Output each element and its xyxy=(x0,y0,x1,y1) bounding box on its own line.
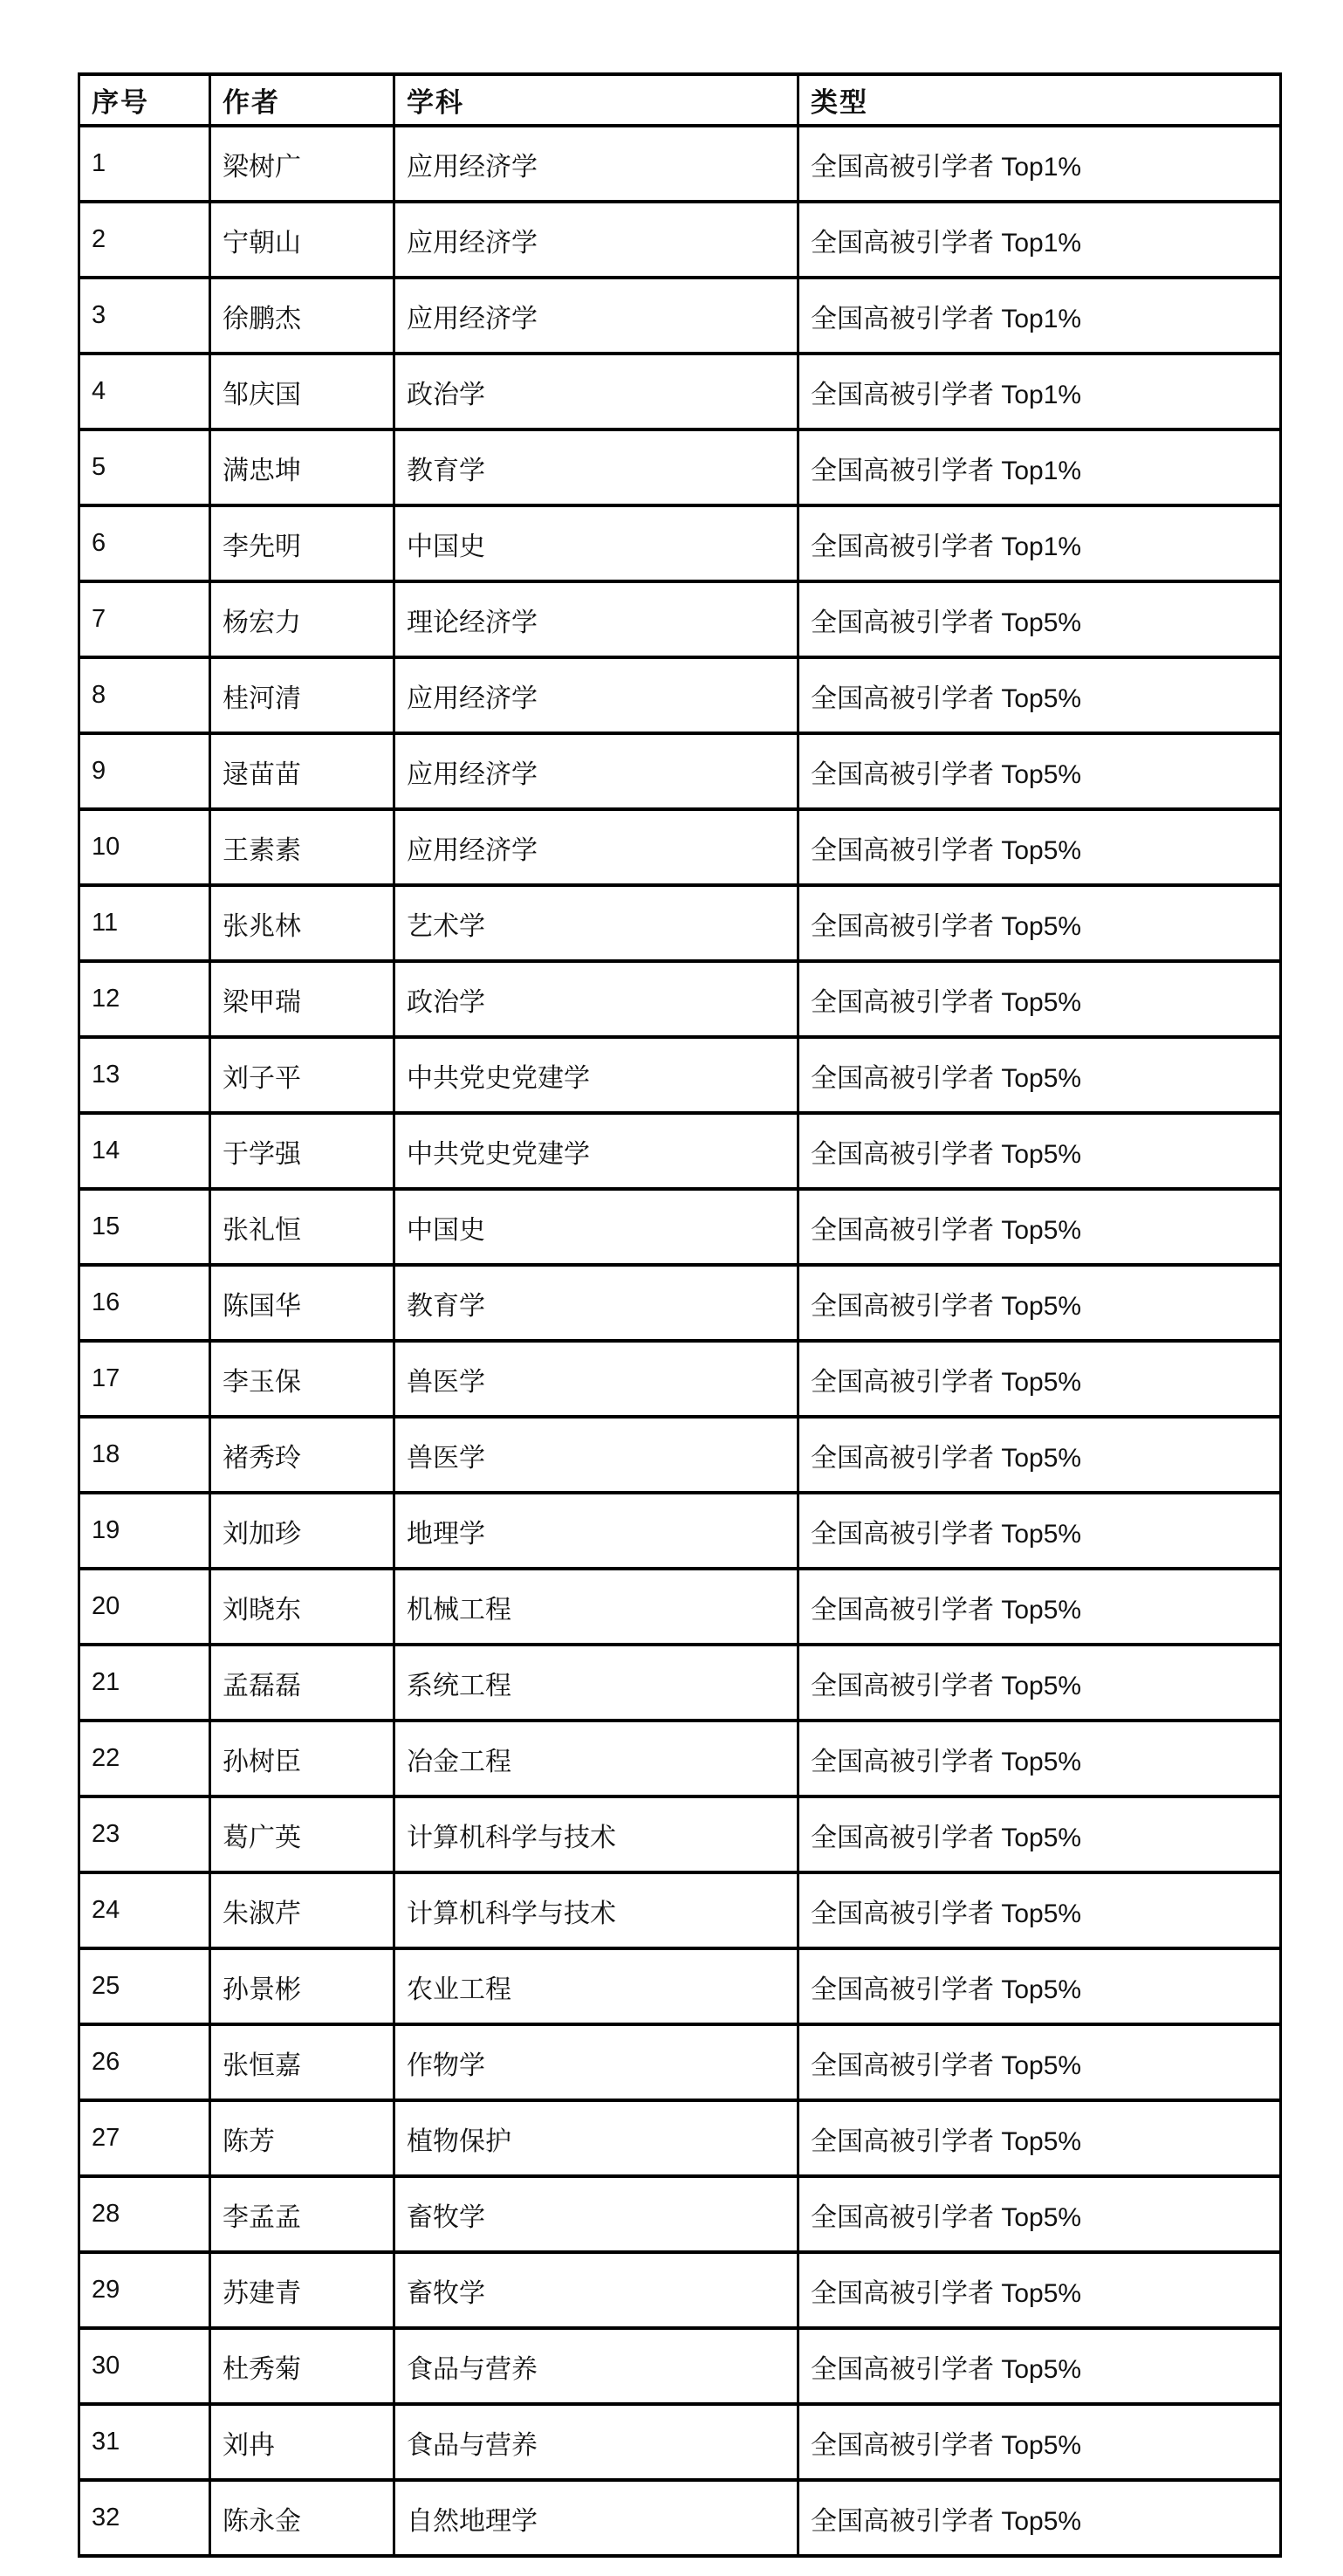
cell-type: 全国高被引学者 Top5% xyxy=(798,1189,1281,1265)
cell-author: 宁朝山 xyxy=(210,202,394,278)
table-row xyxy=(79,429,1281,505)
cell-discipline: 畜牧学 xyxy=(394,2252,798,2328)
cell-author: 褚秀玲 xyxy=(210,1417,394,1493)
cell-discipline: 机械工程 xyxy=(394,1569,798,1645)
cell-type: 全国高被引学者 Top5% xyxy=(798,2480,1281,2556)
cell-discipline: 应用经济学 xyxy=(394,733,798,809)
table-header xyxy=(79,74,1281,126)
table-row xyxy=(79,1872,1281,1948)
cell-index: 8 xyxy=(79,657,210,733)
cell-type: 全国高被引学者 Top5% xyxy=(798,1493,1281,1569)
cell-discipline: 农业工程 xyxy=(394,1948,798,2024)
cell-index: 1 xyxy=(79,126,210,202)
cell-author: 刘晓东 xyxy=(210,1569,394,1645)
cell-type: 全国高被引学者 Top5% xyxy=(798,2404,1281,2480)
table-row xyxy=(79,202,1281,278)
table-row xyxy=(79,278,1281,354)
cell-discipline: 冶金工程 xyxy=(394,1721,798,1796)
cell-author: 孟磊磊 xyxy=(210,1645,394,1721)
cell-index: 30 xyxy=(79,2328,210,2404)
cell-discipline: 中国史 xyxy=(394,1189,798,1265)
table-row xyxy=(79,1493,1281,1569)
table-row xyxy=(79,581,1281,657)
cell-author: 满忠坤 xyxy=(210,429,394,505)
cell-discipline: 地理学 xyxy=(394,1493,798,1569)
table-row xyxy=(79,961,1281,1037)
cell-type: 全国高被引学者 Top1% xyxy=(798,354,1281,429)
cell-author: 张礼恒 xyxy=(210,1189,394,1265)
cell-index: 25 xyxy=(79,1948,210,2024)
col-header-type: 类型 xyxy=(798,74,1281,126)
cell-index: 31 xyxy=(79,2404,210,2480)
cell-author: 于学强 xyxy=(210,1113,394,1189)
cell-type: 全国高被引学者 Top5% xyxy=(798,1417,1281,1493)
cell-index: 17 xyxy=(79,1341,210,1417)
cell-type: 全国高被引学者 Top5% xyxy=(798,1569,1281,1645)
cell-type: 全国高被引学者 Top1% xyxy=(798,278,1281,354)
cell-type: 全国高被引学者 Top5% xyxy=(798,1113,1281,1189)
cell-type: 全国高被引学者 Top1% xyxy=(798,126,1281,202)
cell-type: 全国高被引学者 Top5% xyxy=(798,1341,1281,1417)
cell-index: 24 xyxy=(79,1872,210,1948)
cell-author: 张兆林 xyxy=(210,885,394,961)
cell-author: 苏建青 xyxy=(210,2252,394,2328)
cell-discipline: 计算机科学与技术 xyxy=(394,1796,798,1872)
cell-discipline: 中国史 xyxy=(394,505,798,581)
table-row xyxy=(79,2024,1281,2100)
cell-index: 15 xyxy=(79,1189,210,1265)
cell-index: 22 xyxy=(79,1721,210,1796)
cell-index: 6 xyxy=(79,505,210,581)
cell-discipline: 政治学 xyxy=(394,961,798,1037)
cell-index: 3 xyxy=(79,278,210,354)
cell-index: 2 xyxy=(79,202,210,278)
cell-index: 13 xyxy=(79,1037,210,1113)
col-header-discipline: 学科 xyxy=(394,74,798,126)
cell-type: 全国高被引学者 Top5% xyxy=(798,2176,1281,2252)
cell-author: 王素素 xyxy=(210,809,394,885)
table-row xyxy=(79,1037,1281,1113)
cell-type: 全国高被引学者 Top5% xyxy=(798,733,1281,809)
col-header-author: 作者 xyxy=(210,74,394,126)
cell-discipline: 应用经济学 xyxy=(394,126,798,202)
cell-discipline: 应用经济学 xyxy=(394,809,798,885)
cell-index: 16 xyxy=(79,1265,210,1341)
col-header-index: 序号 xyxy=(79,74,210,126)
cell-discipline: 食品与营养 xyxy=(394,2328,798,2404)
cell-index: 28 xyxy=(79,2176,210,2252)
cell-type: 全国高被引学者 Top5% xyxy=(798,1872,1281,1948)
cell-author: 杜秀菊 xyxy=(210,2328,394,2404)
cell-discipline: 作物学 xyxy=(394,2024,798,2100)
table-row xyxy=(79,505,1281,581)
cell-type: 全国高被引学者 Top5% xyxy=(798,1645,1281,1721)
table-row xyxy=(79,1645,1281,1721)
cell-index: 19 xyxy=(79,1493,210,1569)
cell-type: 全国高被引学者 Top5% xyxy=(798,1037,1281,1113)
table-row xyxy=(79,885,1281,961)
cell-index: 4 xyxy=(79,354,210,429)
cell-type: 全国高被引学者 Top5% xyxy=(798,2252,1281,2328)
table-row xyxy=(79,1341,1281,1417)
table-row xyxy=(79,1417,1281,1493)
table-row xyxy=(79,2328,1281,2404)
table-row xyxy=(79,126,1281,202)
cell-discipline: 畜牧学 xyxy=(394,2176,798,2252)
cell-index: 5 xyxy=(79,429,210,505)
cell-index: 18 xyxy=(79,1417,210,1493)
cell-author: 梁甲瑞 xyxy=(210,961,394,1037)
table-body xyxy=(79,126,1281,2556)
table-row xyxy=(79,733,1281,809)
cell-author: 李先明 xyxy=(210,505,394,581)
cell-discipline: 系统工程 xyxy=(394,1645,798,1721)
cell-author: 孙景彬 xyxy=(210,1948,394,2024)
cell-index: 27 xyxy=(79,2100,210,2176)
table-row xyxy=(79,1189,1281,1265)
cell-type: 全国高被引学者 Top5% xyxy=(798,1796,1281,1872)
table-row xyxy=(79,354,1281,429)
cell-index: 12 xyxy=(79,961,210,1037)
cell-author: 刘冉 xyxy=(210,2404,394,2480)
cell-index: 11 xyxy=(79,885,210,961)
cell-author: 桂河清 xyxy=(210,657,394,733)
cell-type: 全国高被引学者 Top5% xyxy=(798,809,1281,885)
cell-author: 邹庆国 xyxy=(210,354,394,429)
cell-discipline: 应用经济学 xyxy=(394,278,798,354)
table-row xyxy=(79,1948,1281,2024)
cell-discipline: 艺术学 xyxy=(394,885,798,961)
table-row xyxy=(79,1721,1281,1796)
cell-author: 刘加珍 xyxy=(210,1493,394,1569)
table-row xyxy=(79,1796,1281,1872)
cell-index: 21 xyxy=(79,1645,210,1721)
cell-discipline: 中共党史党建学 xyxy=(394,1113,798,1189)
cell-discipline: 兽医学 xyxy=(394,1417,798,1493)
table-row xyxy=(79,2404,1281,2480)
cell-discipline: 教育学 xyxy=(394,1265,798,1341)
table-row xyxy=(79,809,1281,885)
scholars-table-container xyxy=(78,72,1282,2558)
cell-author: 杨宏力 xyxy=(210,581,394,657)
cell-author: 陈芳 xyxy=(210,2100,394,2176)
cell-author: 梁树广 xyxy=(210,126,394,202)
cell-type: 全国高被引学者 Top5% xyxy=(798,1721,1281,1796)
cell-author: 刘子平 xyxy=(210,1037,394,1113)
cell-author: 陈国华 xyxy=(210,1265,394,1341)
table-row xyxy=(79,1569,1281,1645)
cell-discipline: 中共党史党建学 xyxy=(394,1037,798,1113)
cell-index: 32 xyxy=(79,2480,210,2556)
table-row xyxy=(79,2100,1281,2176)
cell-index: 26 xyxy=(79,2024,210,2100)
cell-type: 全国高被引学者 Top5% xyxy=(798,657,1281,733)
cell-author: 孙树臣 xyxy=(210,1721,394,1796)
cell-author: 徐鹏杰 xyxy=(210,278,394,354)
cell-discipline: 应用经济学 xyxy=(394,202,798,278)
cell-type: 全国高被引学者 Top5% xyxy=(798,2328,1281,2404)
cell-type: 全国高被引学者 Top5% xyxy=(798,961,1281,1037)
cell-index: 9 xyxy=(79,733,210,809)
cell-discipline: 计算机科学与技术 xyxy=(394,1872,798,1948)
cell-discipline: 政治学 xyxy=(394,354,798,429)
header-row xyxy=(79,74,1281,126)
table-row xyxy=(79,2252,1281,2328)
cell-author: 葛广英 xyxy=(210,1796,394,1872)
cell-author: 李玉保 xyxy=(210,1341,394,1417)
cell-type: 全国高被引学者 Top5% xyxy=(798,1948,1281,2024)
table-row xyxy=(79,657,1281,733)
cell-index: 14 xyxy=(79,1113,210,1189)
cell-author: 陈永金 xyxy=(210,2480,394,2556)
table-row xyxy=(79,2176,1281,2252)
cell-discipline: 应用经济学 xyxy=(394,657,798,733)
cell-index: 20 xyxy=(79,1569,210,1645)
cell-type: 全国高被引学者 Top5% xyxy=(798,1265,1281,1341)
table-row xyxy=(79,1113,1281,1189)
cell-discipline: 自然地理学 xyxy=(394,2480,798,2556)
cell-type: 全国高被引学者 Top1% xyxy=(798,429,1281,505)
highly-cited-scholars-table xyxy=(78,72,1282,2558)
cell-discipline: 理论经济学 xyxy=(394,581,798,657)
table-row xyxy=(79,2480,1281,2556)
cell-author: 李孟孟 xyxy=(210,2176,394,2252)
table-row xyxy=(79,1265,1281,1341)
cell-index: 7 xyxy=(79,581,210,657)
cell-index: 10 xyxy=(79,809,210,885)
cell-discipline: 兽医学 xyxy=(394,1341,798,1417)
cell-type: 全国高被引学者 Top1% xyxy=(798,505,1281,581)
cell-discipline: 食品与营养 xyxy=(394,2404,798,2480)
cell-type: 全国高被引学者 Top5% xyxy=(798,2100,1281,2176)
cell-index: 23 xyxy=(79,1796,210,1872)
cell-type: 全国高被引学者 Top5% xyxy=(798,2024,1281,2100)
cell-author: 朱淑芹 xyxy=(210,1872,394,1948)
cell-type: 全国高被引学者 Top5% xyxy=(798,581,1281,657)
cell-type: 全国高被引学者 Top1% xyxy=(798,202,1281,278)
cell-author: 逯苗苗 xyxy=(210,733,394,809)
cell-author: 张恒嘉 xyxy=(210,2024,394,2100)
cell-discipline: 植物保护 xyxy=(394,2100,798,2176)
cell-discipline: 教育学 xyxy=(394,429,798,505)
cell-index: 29 xyxy=(79,2252,210,2328)
cell-type: 全国高被引学者 Top5% xyxy=(798,885,1281,961)
